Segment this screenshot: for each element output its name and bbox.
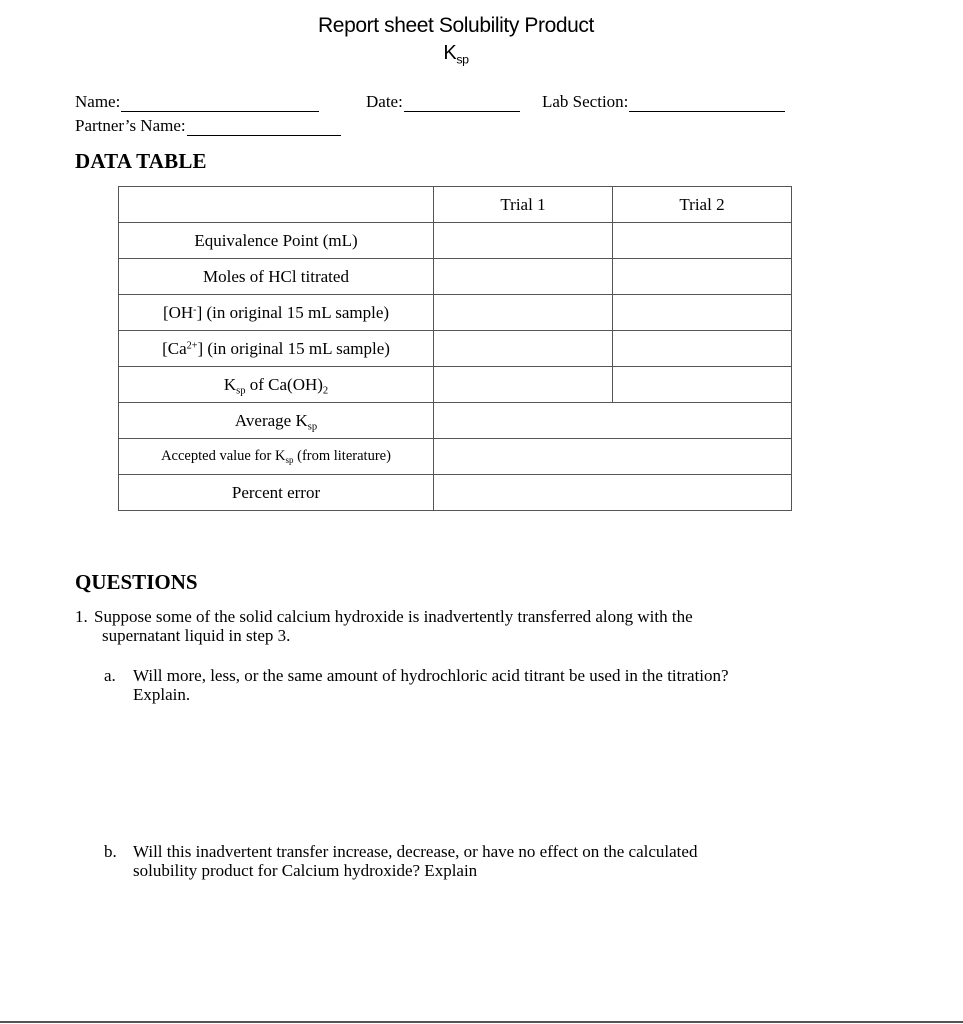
name-line[interactable] bbox=[121, 94, 319, 112]
row-label-hydroxide bbox=[119, 295, 434, 331]
date-line[interactable] bbox=[404, 94, 520, 112]
table-row bbox=[119, 367, 792, 403]
row-label-average-ksp bbox=[119, 403, 434, 439]
table-row bbox=[119, 259, 792, 295]
name-label: Name: bbox=[75, 92, 121, 111]
ksp-subscript: sp bbox=[236, 385, 246, 397]
oh-text-rest: ] (in original 15 mL sample) bbox=[196, 302, 390, 322]
page-title: Report sheet Solubility Product bbox=[318, 14, 594, 37]
question-b-line-2: solubility product for Calcium hydroxide? Explain bbox=[133, 861, 478, 880]
subtitle-sp: sp bbox=[456, 52, 469, 67]
ca-superscript: 2+ bbox=[186, 339, 198, 351]
question-a-line-1: Will more, less, or the same amount of hydrochloric acid titrant be used in the titration? bbox=[133, 666, 729, 685]
cell-hydroxide-trial-2[interactable] bbox=[613, 295, 792, 331]
header-trial-1: Trial 1 bbox=[434, 187, 613, 223]
row-label-percent-error: Percent error bbox=[119, 475, 434, 511]
data-table-heading: DATA TABLE bbox=[75, 149, 207, 173]
oh-text: [OH bbox=[162, 302, 194, 322]
lab-section-field[interactable] bbox=[542, 90, 785, 112]
row-label-ksp bbox=[119, 367, 434, 403]
date-label: Date: bbox=[366, 92, 403, 111]
ca-text-rest: ] (in original 15 mL sample) bbox=[197, 338, 390, 358]
questions-heading: QUESTIONS bbox=[75, 570, 198, 594]
table-row bbox=[119, 331, 792, 367]
ca-text: [Ca bbox=[162, 338, 187, 358]
data-table bbox=[118, 186, 792, 511]
table-row bbox=[119, 295, 792, 331]
ksp-subscript-2: 2 bbox=[322, 385, 329, 397]
question-b-line-1: Will this inadvertent transfer increase, decrease, or have no effect on the calculated bbox=[133, 842, 698, 861]
accepted-text: Accepted value for K bbox=[161, 448, 286, 464]
accepted-subscript: sp bbox=[285, 455, 294, 466]
row-label-accepted bbox=[119, 439, 434, 475]
cell-accepted[interactable] bbox=[434, 439, 792, 475]
ksp-text: of Ca(OH) bbox=[245, 374, 323, 394]
question-1-line-2: supernatant liquid in step 3. bbox=[102, 626, 291, 645]
partner-line[interactable] bbox=[187, 118, 341, 136]
header-trial-2: Trial 2 bbox=[613, 187, 792, 223]
question-1-number: 1. bbox=[75, 607, 88, 626]
question-1-line-1: Suppose some of the solid calcium hydroxide is inadvertently transferred along with the bbox=[94, 607, 693, 626]
cell-hydroxide-trial-1[interactable] bbox=[434, 295, 613, 331]
avg-text: Average K bbox=[234, 410, 308, 430]
question-1-text bbox=[94, 607, 693, 645]
cell-equivalence-trial-2[interactable] bbox=[613, 223, 792, 259]
table-row bbox=[119, 475, 792, 511]
question-a-number: a. bbox=[104, 666, 116, 685]
row-label-moles: Moles of HCl titrated bbox=[119, 259, 434, 295]
lab-section-label: Lab Section: bbox=[542, 92, 629, 111]
table-corner-cell bbox=[119, 187, 434, 223]
question-a-text bbox=[133, 666, 729, 704]
table-row bbox=[119, 403, 792, 439]
bottom-divider bbox=[0, 1021, 963, 1023]
ksp-k: K bbox=[223, 374, 237, 394]
cell-calcium-trial-2[interactable] bbox=[613, 331, 792, 367]
date-field[interactable] bbox=[366, 90, 520, 112]
partner-field[interactable] bbox=[75, 114, 341, 136]
accepted-text-rest: (from literature) bbox=[293, 448, 391, 464]
question-b-number: b. bbox=[104, 842, 117, 861]
row-label-equivalence: Equivalence Point (mL) bbox=[119, 223, 434, 259]
page-subtitle bbox=[0, 42, 912, 65]
name-field[interactable] bbox=[75, 90, 319, 112]
table-header-row bbox=[119, 187, 792, 223]
question-a-line-2: Explain. bbox=[133, 685, 191, 704]
table-row bbox=[119, 223, 792, 259]
avg-subscript: sp bbox=[307, 421, 318, 433]
table-row bbox=[119, 439, 792, 475]
question-b-text bbox=[133, 842, 697, 880]
subtitle-k: K bbox=[443, 42, 457, 64]
cell-calcium-trial-1[interactable] bbox=[434, 331, 613, 367]
cell-percent-error[interactable] bbox=[434, 475, 792, 511]
cell-ksp-trial-1[interactable] bbox=[434, 367, 613, 403]
cell-average-ksp[interactable] bbox=[434, 403, 792, 439]
partner-label: Partner’s Name: bbox=[75, 116, 186, 135]
cell-moles-trial-1[interactable] bbox=[434, 259, 613, 295]
cell-equivalence-trial-1[interactable] bbox=[434, 223, 613, 259]
cell-moles-trial-2[interactable] bbox=[613, 259, 792, 295]
row-label-calcium bbox=[119, 331, 434, 367]
lab-section-line[interactable] bbox=[629, 94, 785, 112]
oh-superscript: - bbox=[193, 303, 197, 315]
cell-ksp-trial-2[interactable] bbox=[613, 367, 792, 403]
